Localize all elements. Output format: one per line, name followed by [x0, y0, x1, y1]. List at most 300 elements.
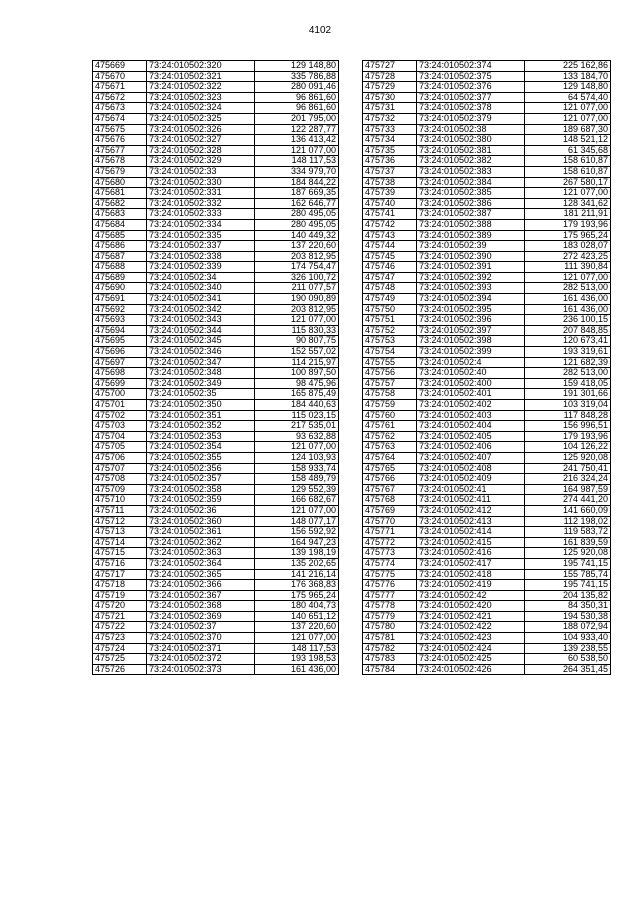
row-number: 475779 — [363, 611, 417, 622]
cadastral-value: 189 687,30 — [525, 124, 611, 135]
row-number: 475689 — [93, 272, 147, 283]
row-number: 475784 — [363, 664, 417, 675]
cadastral-value: 162 646,77 — [255, 198, 339, 209]
cadastral-value: 129 552,39 — [255, 484, 339, 495]
row-number: 475740 — [363, 198, 417, 209]
cadastral-number: 73:24:010502:426 — [417, 664, 525, 675]
cadastral-value: 184 844,22 — [255, 177, 339, 188]
cadastral-number: 73:24:010502:409 — [417, 474, 525, 485]
table-row — [363, 421, 611, 432]
cadastral-number: 73:24:010502:326 — [147, 124, 255, 135]
row-number: 475673 — [93, 103, 147, 114]
table-row — [363, 145, 611, 156]
cadastral-number: 73:24:010502:39 — [417, 241, 525, 252]
cadastral-number: 73:24:010502:360 — [147, 516, 255, 527]
cadastral-value: 156 592,92 — [255, 527, 339, 538]
cadastral-number: 73:24:010502:391 — [417, 262, 525, 273]
cadastral-number: 73:24:010502:377 — [417, 92, 525, 103]
table-row — [363, 294, 611, 305]
cadastral-value: 216 324,24 — [525, 474, 611, 485]
row-number: 475745 — [363, 251, 417, 262]
cadastral-value: 183 028,07 — [525, 241, 611, 252]
row-number: 475766 — [363, 474, 417, 485]
cadastral-number: 73:24:010502:383 — [417, 166, 525, 177]
cadastral-number: 73:24:010502:363 — [147, 548, 255, 559]
row-number: 475713 — [93, 527, 147, 538]
cadastral-value: 158 489,79 — [255, 474, 339, 485]
cadastral-value: 282 513,00 — [525, 368, 611, 379]
row-number: 475709 — [93, 484, 147, 495]
table-row — [363, 103, 611, 114]
cadastral-number: 73:24:010502:347 — [147, 357, 255, 368]
cadastral-value: 155 785,74 — [525, 569, 611, 580]
cadastral-number: 73:24:010502:416 — [417, 548, 525, 559]
row-number: 475756 — [363, 368, 417, 379]
cadastral-value: 148 117,53 — [255, 156, 339, 167]
cadastral-value: 158 610,87 — [525, 166, 611, 177]
cadastral-number: 73:24:010502:419 — [417, 580, 525, 591]
cadastral-value: 135 202,65 — [255, 558, 339, 569]
cadastral-number: 73:24:010502:322 — [147, 82, 255, 93]
cadastral-number: 73:24:010502:408 — [417, 463, 525, 474]
table-row — [363, 452, 611, 463]
row-number: 475693 — [93, 315, 147, 326]
cadastral-number: 73:24:010502:324 — [147, 103, 255, 114]
cadastral-value: 184 440,63 — [255, 400, 339, 411]
table-row — [93, 516, 339, 527]
table-row — [363, 569, 611, 580]
row-number: 475707 — [93, 463, 147, 474]
cadastral-number: 73:24:010502:331 — [147, 188, 255, 199]
table-row — [93, 272, 339, 283]
table-row — [93, 368, 339, 379]
row-number: 475783 — [363, 654, 417, 665]
cadastral-value: 181 211,91 — [525, 209, 611, 220]
cadastral-number: 73:24:010502:386 — [417, 198, 525, 209]
table-row — [93, 304, 339, 315]
cadastral-value: 187 669,35 — [255, 188, 339, 199]
table-row — [93, 219, 339, 230]
table-row — [93, 431, 339, 442]
cadastral-value: 121 077,00 — [255, 145, 339, 156]
cadastral-number: 73:24:010502:34 — [147, 272, 255, 283]
table-row — [93, 61, 339, 72]
row-number: 475735 — [363, 145, 417, 156]
cadastral-number: 73:24:010502:413 — [417, 516, 525, 527]
table-row — [93, 336, 339, 347]
row-number: 475672 — [93, 92, 147, 103]
cadastral-value: 136 413,42 — [255, 135, 339, 146]
cadastral-value: 193 319,61 — [525, 347, 611, 358]
row-number: 475676 — [93, 135, 147, 146]
cadastral-value: 60 538,50 — [525, 654, 611, 665]
cadastral-value: 121 682,39 — [525, 357, 611, 368]
table-row — [93, 209, 339, 220]
cadastral-number: 73:24:010502:359 — [147, 495, 255, 506]
cadastral-number: 73:24:010502:404 — [417, 421, 525, 432]
row-number: 475780 — [363, 622, 417, 633]
row-number: 475727 — [363, 61, 417, 72]
row-number: 475671 — [93, 82, 147, 93]
cadastral-value: 241 750,41 — [525, 463, 611, 474]
cadastral-number: 73:24:010502:4 — [417, 357, 525, 368]
cadastral-number: 73:24:010502:405 — [417, 431, 525, 442]
cadastral-value: 125 920,08 — [525, 452, 611, 463]
table-row — [363, 654, 611, 665]
row-number: 475716 — [93, 558, 147, 569]
cadastral-value: 203 812,95 — [255, 304, 339, 315]
cadastral-number: 73:24:010502:355 — [147, 452, 255, 463]
table-row — [363, 82, 611, 93]
cadastral-value: 139 198,19 — [255, 548, 339, 559]
row-number: 475757 — [363, 378, 417, 389]
row-number: 475677 — [93, 145, 147, 156]
row-number: 475723 — [93, 633, 147, 644]
row-number: 475678 — [93, 156, 147, 167]
table-row — [363, 347, 611, 358]
table-row — [93, 569, 339, 580]
cadastral-value: 195 741,15 — [525, 558, 611, 569]
cadastral-value: 64 574,40 — [525, 92, 611, 103]
cadastral-value: 166 682,67 — [255, 495, 339, 506]
row-number: 475741 — [363, 209, 417, 220]
cadastral-number: 73:24:010502:411 — [417, 495, 525, 506]
table-row — [363, 463, 611, 474]
cadastral-value: 225 162,86 — [525, 61, 611, 72]
cadastral-number: 73:24:010502:345 — [147, 336, 255, 347]
cadastral-number: 73:24:010502:393 — [417, 283, 525, 294]
row-number: 475753 — [363, 336, 417, 347]
cadastral-number: 73:24:010502:421 — [417, 611, 525, 622]
row-number: 475702 — [93, 410, 147, 421]
row-number: 475777 — [363, 590, 417, 601]
cadastral-value: 175 965,24 — [255, 590, 339, 601]
table-row — [363, 241, 611, 252]
cadastral-value: 93 632,88 — [255, 431, 339, 442]
cadastral-value: 191 301,66 — [525, 389, 611, 400]
row-number: 475686 — [93, 241, 147, 252]
table-row — [93, 442, 339, 453]
cadastral-number: 73:24:010502:401 — [417, 389, 525, 400]
table-row — [363, 113, 611, 124]
table-row — [93, 633, 339, 644]
cadastral-number: 73:24:010502:365 — [147, 569, 255, 580]
table-row — [363, 580, 611, 591]
cadastral-number: 73:24:010502:37 — [147, 622, 255, 633]
table-row — [93, 198, 339, 209]
row-number: 475706 — [93, 452, 147, 463]
cadastral-value: 121 077,00 — [525, 188, 611, 199]
cadastral-value: 274 441,20 — [525, 495, 611, 506]
cadastral-value: 121 077,00 — [255, 633, 339, 644]
table-row — [93, 71, 339, 82]
cadastral-number: 73:24:010502:364 — [147, 558, 255, 569]
row-number: 475764 — [363, 452, 417, 463]
row-number: 475705 — [93, 442, 147, 453]
row-number: 475772 — [363, 537, 417, 548]
table-row — [93, 378, 339, 389]
row-number: 475749 — [363, 294, 417, 305]
row-number: 475732 — [363, 113, 417, 124]
cadastral-number: 73:24:010502:321 — [147, 71, 255, 82]
row-number: 475729 — [363, 82, 417, 93]
cadastral-number: 73:24:010502:370 — [147, 633, 255, 644]
cadastral-number: 73:24:010502:33 — [147, 166, 255, 177]
row-number: 475696 — [93, 347, 147, 358]
table-row — [363, 283, 611, 294]
table-row — [93, 590, 339, 601]
cadastral-value: 164 987,59 — [525, 484, 611, 495]
cadastral-value: 217 535,01 — [255, 421, 339, 432]
cadastral-number: 73:24:010502:40 — [417, 368, 525, 379]
table-row — [363, 336, 611, 347]
cadastral-value: 115 023,15 — [255, 410, 339, 421]
cadastral-value: 100 897,50 — [255, 368, 339, 379]
cadastral-number: 73:24:010502:407 — [417, 452, 525, 463]
table-row — [363, 601, 611, 612]
row-number: 475773 — [363, 548, 417, 559]
cadastral-number: 73:24:010502:353 — [147, 431, 255, 442]
cadastral-value: 98 475,96 — [255, 378, 339, 389]
table-row — [93, 177, 339, 188]
cadastral-number: 73:24:010502:338 — [147, 251, 255, 262]
table-row — [93, 611, 339, 622]
table-row — [93, 156, 339, 167]
table-row — [93, 230, 339, 241]
cadastral-value: 137 220,60 — [255, 622, 339, 633]
cadastral-number: 73:24:010502:354 — [147, 442, 255, 453]
cadastral-value: 139 238,55 — [525, 643, 611, 654]
cadastral-number: 73:24:010502:376 — [417, 82, 525, 93]
table-row — [363, 389, 611, 400]
cadastral-number: 73:24:010502:400 — [417, 378, 525, 389]
table-row — [363, 357, 611, 368]
table-row — [363, 622, 611, 633]
cadastral-number: 73:24:010502:425 — [417, 654, 525, 665]
cadastral-value: 148 117,53 — [255, 643, 339, 654]
cadastral-number: 73:24:010502:406 — [417, 442, 525, 453]
row-number: 475722 — [93, 622, 147, 633]
row-number: 475771 — [363, 527, 417, 538]
row-number: 475738 — [363, 177, 417, 188]
cadastral-number: 73:24:010502:423 — [417, 633, 525, 644]
cadastral-number: 73:24:010502:414 — [417, 527, 525, 538]
table-row — [93, 113, 339, 124]
cadastral-value: 334 979,70 — [255, 166, 339, 177]
table-row — [93, 463, 339, 474]
row-number: 475675 — [93, 124, 147, 135]
register-table-left — [92, 60, 339, 675]
cadastral-value: 129 148,80 — [525, 82, 611, 93]
table-row — [93, 410, 339, 421]
table-row — [93, 527, 339, 538]
cadastral-number: 73:24:010502:412 — [417, 505, 525, 516]
cadastral-number: 73:24:010502:398 — [417, 336, 525, 347]
cadastral-number: 73:24:010502:392 — [417, 272, 525, 283]
table-row — [363, 643, 611, 654]
table-row — [93, 82, 339, 93]
cadastral-number: 73:24:010502:418 — [417, 569, 525, 580]
cadastral-value: 159 418,05 — [525, 378, 611, 389]
row-number: 475730 — [363, 92, 417, 103]
cadastral-value: 140 449,32 — [255, 230, 339, 241]
row-number: 475733 — [363, 124, 417, 135]
table-row — [363, 378, 611, 389]
table-row — [363, 230, 611, 241]
cadastral-value: 161 839,59 — [525, 537, 611, 548]
row-number: 475694 — [93, 325, 147, 336]
cadastral-number: 73:24:010502:384 — [417, 177, 525, 188]
cadastral-value: 133 184,70 — [525, 71, 611, 82]
row-number: 475725 — [93, 654, 147, 665]
cadastral-number: 73:24:010502:403 — [417, 410, 525, 421]
cadastral-number: 73:24:010502:41 — [417, 484, 525, 495]
cadastral-value: 104 126,22 — [525, 442, 611, 453]
cadastral-number: 73:24:010502:385 — [417, 188, 525, 199]
table-row — [363, 484, 611, 495]
row-number: 475721 — [93, 611, 147, 622]
cadastral-number: 73:24:010502:382 — [417, 156, 525, 167]
row-number: 475691 — [93, 294, 147, 305]
table-row — [363, 92, 611, 103]
cadastral-number: 73:24:010502:36 — [147, 505, 255, 516]
table-row — [93, 135, 339, 146]
row-number: 475778 — [363, 601, 417, 612]
row-number: 475739 — [363, 188, 417, 199]
row-number: 475692 — [93, 304, 147, 315]
cadastral-value: 112 198,02 — [525, 516, 611, 527]
cadastral-number: 73:24:010502:337 — [147, 241, 255, 252]
table-row — [363, 664, 611, 675]
table-row — [363, 474, 611, 485]
table-row — [363, 209, 611, 220]
cadastral-number: 73:24:010502:343 — [147, 315, 255, 326]
table-row — [93, 92, 339, 103]
table-row — [363, 156, 611, 167]
row-number: 475682 — [93, 198, 147, 209]
row-number: 475744 — [363, 241, 417, 252]
row-number: 475715 — [93, 548, 147, 559]
cadastral-value: 137 220,60 — [255, 241, 339, 252]
table-row — [93, 558, 339, 569]
cadastral-number: 73:24:010502:422 — [417, 622, 525, 633]
page-number: 4102 — [308, 25, 332, 36]
cadastral-number: 73:24:010502:374 — [417, 61, 525, 72]
table-row — [93, 389, 339, 400]
cadastral-number: 73:24:010502:378 — [417, 103, 525, 114]
cadastral-value: 180 404,73 — [255, 601, 339, 612]
table-row — [93, 145, 339, 156]
cadastral-number: 73:24:010502:371 — [147, 643, 255, 654]
table-row — [93, 452, 339, 463]
cadastral-value: 326 100,72 — [255, 272, 339, 283]
cadastral-number: 73:24:010502:349 — [147, 378, 255, 389]
table-row — [363, 262, 611, 273]
table-row — [363, 198, 611, 209]
cadastral-value: 121 077,00 — [255, 505, 339, 516]
row-number: 475726 — [93, 664, 147, 675]
row-number: 475697 — [93, 357, 147, 368]
row-number: 475769 — [363, 505, 417, 516]
cadastral-value: 204 135,82 — [525, 590, 611, 601]
row-number: 475765 — [363, 463, 417, 474]
table-row — [93, 325, 339, 336]
cadastral-number: 73:24:010502:424 — [417, 643, 525, 654]
cadastral-value: 121 077,00 — [525, 272, 611, 283]
row-number: 475767 — [363, 484, 417, 495]
table-row — [93, 124, 339, 135]
table-row — [363, 251, 611, 262]
table-row — [363, 633, 611, 644]
table-row — [93, 580, 339, 591]
cadastral-value: 190 090,89 — [255, 294, 339, 305]
row-number: 475710 — [93, 495, 147, 506]
cadastral-value: 61 345,68 — [525, 145, 611, 156]
row-number: 475762 — [363, 431, 417, 442]
cadastral-value: 96 861,60 — [255, 103, 339, 114]
row-number: 475704 — [93, 431, 147, 442]
cadastral-value: 148 521,12 — [525, 135, 611, 146]
table-row — [93, 484, 339, 495]
cadastral-number: 73:24:010502:417 — [417, 558, 525, 569]
cadastral-value: 124 103,93 — [255, 452, 339, 463]
cadastral-number: 73:24:010502:339 — [147, 262, 255, 273]
cadastral-value: 129 148,80 — [255, 61, 339, 72]
row-number: 475670 — [93, 71, 147, 82]
row-number: 475683 — [93, 209, 147, 220]
cadastral-value: 193 198,53 — [255, 654, 339, 665]
table-row — [93, 601, 339, 612]
cadastral-number: 73:24:010502:361 — [147, 527, 255, 538]
cadastral-number: 73:24:010502:330 — [147, 177, 255, 188]
cadastral-number: 73:24:010502:397 — [417, 325, 525, 336]
table-row — [93, 400, 339, 411]
table-row — [363, 177, 611, 188]
cadastral-number: 73:24:010502:379 — [417, 113, 525, 124]
table-row — [363, 410, 611, 421]
cadastral-value: 90 807,75 — [255, 336, 339, 347]
cadastral-value: 280 495,05 — [255, 219, 339, 230]
cadastral-number: 73:24:010502:332 — [147, 198, 255, 209]
table-row — [93, 166, 339, 177]
row-number: 475731 — [363, 103, 417, 114]
row-number: 475681 — [93, 188, 147, 199]
cadastral-number: 73:24:010502:341 — [147, 294, 255, 305]
row-number: 475750 — [363, 304, 417, 315]
cadastral-number: 73:24:010502:342 — [147, 304, 255, 315]
cadastral-number: 73:24:010502:399 — [417, 347, 525, 358]
table-row — [93, 241, 339, 252]
table-row — [93, 622, 339, 633]
cadastral-number: 73:24:010502:329 — [147, 156, 255, 167]
table-row — [93, 188, 339, 199]
row-number: 475742 — [363, 219, 417, 230]
cadastral-value: 194 530,38 — [525, 611, 611, 622]
row-number: 475685 — [93, 230, 147, 241]
row-number: 475761 — [363, 421, 417, 432]
cadastral-value: 161 436,00 — [255, 664, 339, 675]
table-row — [363, 537, 611, 548]
cadastral-value: 188 072,94 — [525, 622, 611, 633]
cadastral-number: 73:24:010502:357 — [147, 474, 255, 485]
cadastral-value: 121 077,00 — [525, 113, 611, 124]
cadastral-value: 156 996,51 — [525, 421, 611, 432]
cadastral-number: 73:24:010502:35 — [147, 389, 255, 400]
table-row — [363, 611, 611, 622]
cadastral-value: 152 557,02 — [255, 347, 339, 358]
row-number: 475737 — [363, 166, 417, 177]
table-row — [93, 294, 339, 305]
